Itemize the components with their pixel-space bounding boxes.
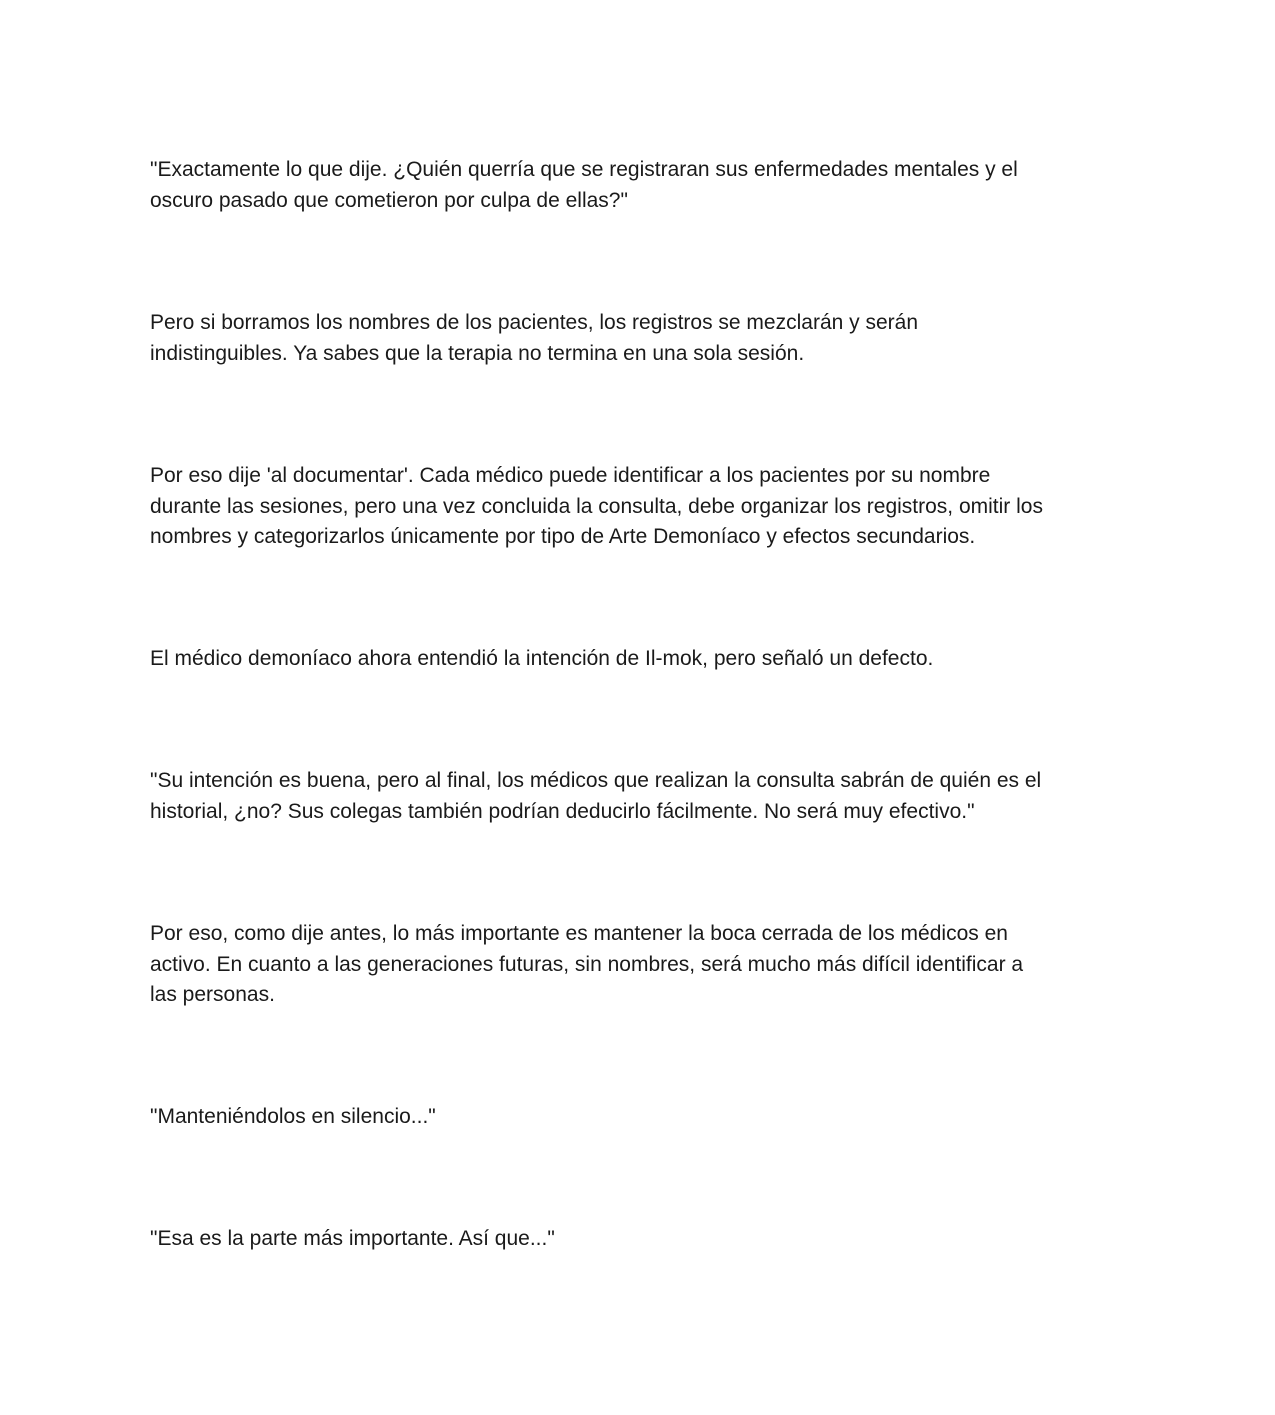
paragraph-6 <box>150 919 1125 1011</box>
paragraph-line: "Manteniéndolos en silencio..." <box>150 1105 436 1128</box>
paragraph-2 <box>150 308 1125 369</box>
paragraph-line: "Esa es la parte más importante. Así que..." <box>150 1227 555 1250</box>
paragraph-line: las personas. <box>150 983 275 1006</box>
paragraph-line: "Su intención es buena, pero al final, los médicos que realizan la consulta sabrán de quién es el <box>150 769 1042 792</box>
paragraph-4 <box>150 644 1125 675</box>
paragraph-line: durante las sesiones, pero una vez concluida la consulta, debe organizar los registros, omitir los <box>150 494 1043 518</box>
paragraph-1 <box>150 155 1125 216</box>
paragraph-line: historial, ¿no? Sus colegas también podrían deducirlo fácilmente. No será muy efectivo." <box>150 799 975 823</box>
paragraph-8 <box>150 1224 1125 1255</box>
paragraph-line: El médico demoníaco ahora entendió la intención de Il-mok, pero señaló un defecto. <box>150 647 934 670</box>
paragraph-5 <box>150 766 1125 827</box>
paragraph-3 <box>150 461 1125 553</box>
paragraph-line: "Exactamente lo que dije. ¿Quién querría que se registraran sus enfermedades mentales y el <box>150 158 1018 181</box>
paragraph-line: activo. En cuanto a las generaciones futuras, sin nombres, será mucho más difícil identificar a <box>150 952 1024 976</box>
paragraph-7 <box>150 1102 1125 1133</box>
paragraph-line: nombres y categorizarlos únicamente por tipo de Arte Demoníaco y efectos secundarios. <box>150 525 976 548</box>
paragraph-line: Por eso dije 'al documentar'. Cada médico puede identificar a los pacientes por su nombre <box>150 464 991 487</box>
paragraph-line: Pero si borramos los nombres de los pacientes, los registros se mezclarán y serán <box>150 311 918 334</box>
paragraph-line: oscuro pasado que cometieron por culpa de ellas?" <box>150 188 628 212</box>
paragraph-line: Por eso, como dije antes, lo más importante es mantener la boca cerrada de los médicos en <box>150 922 1008 945</box>
paragraph-line: indistinguibles. Ya sabes que la terapia no termina en una sola sesión. <box>150 341 805 365</box>
